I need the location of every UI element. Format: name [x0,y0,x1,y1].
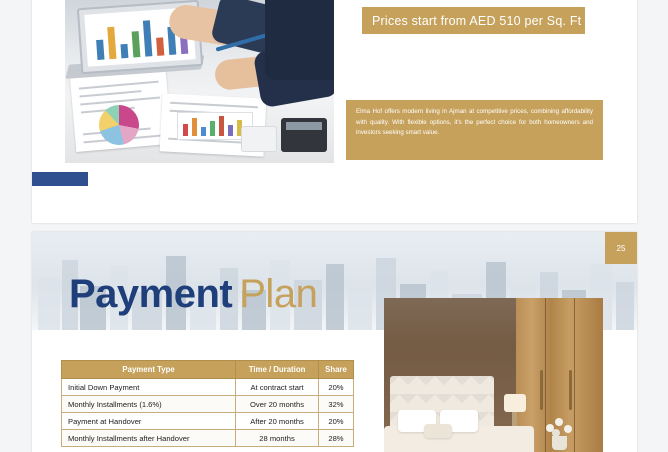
slide-title [69,272,317,317]
column-header-payment-type: Payment Type [62,361,236,379]
bedside-lamp-base [512,412,517,426]
price-banner-text: Prices start from AED 510 per Sq. Ft [372,13,582,28]
slide-title-light: Plan [239,272,318,316]
column-header-duration: Time / Duration [236,361,319,379]
slide-title-bold: Payment [69,272,233,316]
cell-share: 32% [318,396,353,413]
table-row [62,413,354,430]
person-torso [265,0,334,80]
accent-bar-blue [32,172,88,186]
cell-duration: After 20 months [236,413,319,430]
cell-payment-type: Monthly Installments after Handover [62,430,236,447]
column-header-share: Share [318,361,353,379]
cell-payment-type: Initial Down Payment [62,379,236,396]
cell-payment-type: Payment at Handover [62,413,236,430]
photo-business-meeting [65,0,334,163]
cell-duration: 28 months [236,430,319,447]
page-number-badge [605,232,637,264]
cell-share: 20% [318,379,353,396]
cell-duration: Over 20 months [236,396,319,413]
slide-pricing [32,0,637,223]
slide-payment-plan [32,232,637,452]
pillow-small [424,424,452,438]
description-text: Elma Hof offers modern living in Ajman at competitive prices, combining affordability with quality. With flexible options, it's the perfect choice for both homeowners and investors seeking smart value. [356,108,593,136]
description-box [346,100,603,160]
smartphone [241,126,277,152]
page-number-text: 25 [616,243,626,253]
table-row [62,379,354,396]
bedside-lamp-shade [504,394,526,412]
table-row [62,396,354,413]
payment-plan-table [61,360,354,447]
cell-share: 28% [318,430,353,447]
cell-payment-type: Monthly Installments (1.6%) [62,396,236,413]
price-banner [362,7,585,34]
cell-share: 20% [318,413,353,430]
calculator [281,118,327,152]
photo-bedroom [384,298,603,452]
cell-duration: At contract start [236,379,319,396]
pie-chart-printout [99,105,139,145]
table-header-row [62,361,354,379]
table-row [62,430,354,447]
flower-vase [542,416,576,450]
